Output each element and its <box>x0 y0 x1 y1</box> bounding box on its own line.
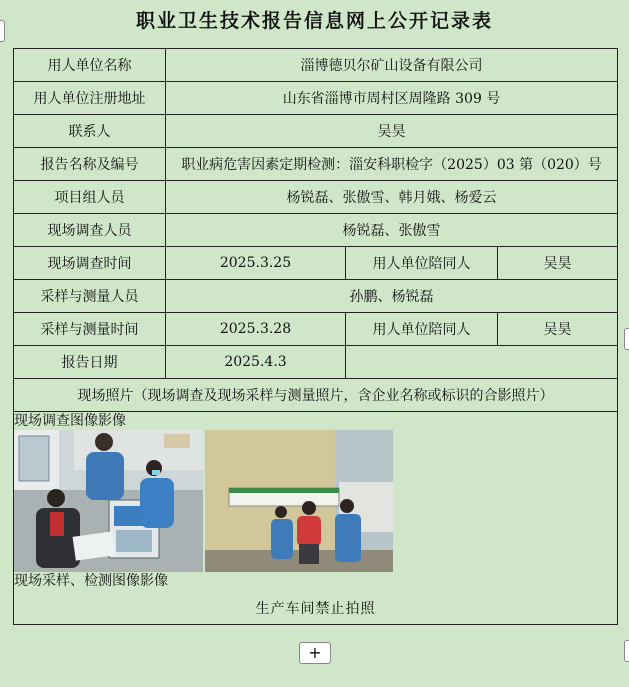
survey-staff-label: 现场调查人员 <box>14 214 166 247</box>
row-photos <box>14 412 618 625</box>
sampling-escort-value: 吴昊 <box>498 313 618 346</box>
sampling-photo-label: 现场采样、检测图像影像 <box>14 573 168 589</box>
row-survey-time <box>14 247 618 280</box>
unit-name-value: 淄博德贝尔矿山设备有限公司 <box>166 49 618 82</box>
survey-staff-value: 杨锐磊、张傲雪 <box>166 214 618 247</box>
add-button[interactable]: + <box>299 642 331 664</box>
report-date-value: 2025.4.3 <box>166 346 346 379</box>
report-name-value: 职业病危害因素定期检测：淄安科职检字（2025）03 第（020）号 <box>166 148 618 181</box>
sampling-staff-label: 采样与测量人员 <box>14 280 166 313</box>
right-scroll-handle-bottom[interactable] <box>624 640 629 662</box>
row-contact <box>14 115 618 148</box>
sampling-time-value: 2025.3.28 <box>166 313 346 346</box>
row-sampling-time <box>14 313 618 346</box>
report-date-label: 报告日期 <box>14 346 166 379</box>
sampling-escort-label: 用人单位陪同人 <box>346 313 498 346</box>
unit-address-value: 山东省淄博市周村区周隆路 309 号 <box>166 82 618 115</box>
photo-header: 现场照片（现场调查及现场采样与测量照片，含企业名称或标识的合影照片） <box>14 379 618 412</box>
contact-label: 联系人 <box>14 115 166 148</box>
row-photo-header <box>14 379 618 412</box>
photo-cell <box>14 412 618 625</box>
contact-value: 吴昊 <box>166 115 618 148</box>
report-date-empty <box>346 346 618 379</box>
unit-name-label: 用人单位名称 <box>14 49 166 82</box>
survey-escort-value: 吴昊 <box>498 247 618 280</box>
sampling-time-label: 采样与测量时间 <box>14 313 166 346</box>
team-value: 杨锐磊、张傲雪、韩月娥、杨爱云 <box>166 181 618 214</box>
row-sampling-staff <box>14 280 618 313</box>
unit-address-label: 用人单位注册地址 <box>14 82 166 115</box>
group-photo-image <box>205 430 393 572</box>
row-team <box>14 181 618 214</box>
group-photo <box>205 430 393 572</box>
row-report-date <box>14 346 618 379</box>
survey-time-label: 现场调查时间 <box>14 247 166 280</box>
team-label: 项目组人员 <box>14 181 166 214</box>
page-title: 职业卫生技术报告信息网上公开记录表 <box>135 10 493 32</box>
survey-escort-label: 用人单位陪同人 <box>346 247 498 280</box>
report-name-label: 报告名称及编号 <box>14 148 166 181</box>
survey-time-value: 2025.3.25 <box>166 247 346 280</box>
survey-photo-image <box>14 430 203 572</box>
report-table <box>13 48 618 625</box>
photo-strip <box>14 430 617 572</box>
survey-photo-label: 现场调查图像影像 <box>14 413 126 429</box>
row-report-name <box>14 148 618 181</box>
right-scroll-handle[interactable] <box>624 328 629 350</box>
row-unit-address <box>14 82 618 115</box>
row-survey-staff <box>14 214 618 247</box>
survey-photo <box>14 430 203 572</box>
sampling-staff-value: 孙鹏、杨锐磊 <box>166 280 618 313</box>
no-photo-note: 生产车间禁止拍照 <box>255 601 376 617</box>
row-unit-name <box>14 49 618 82</box>
